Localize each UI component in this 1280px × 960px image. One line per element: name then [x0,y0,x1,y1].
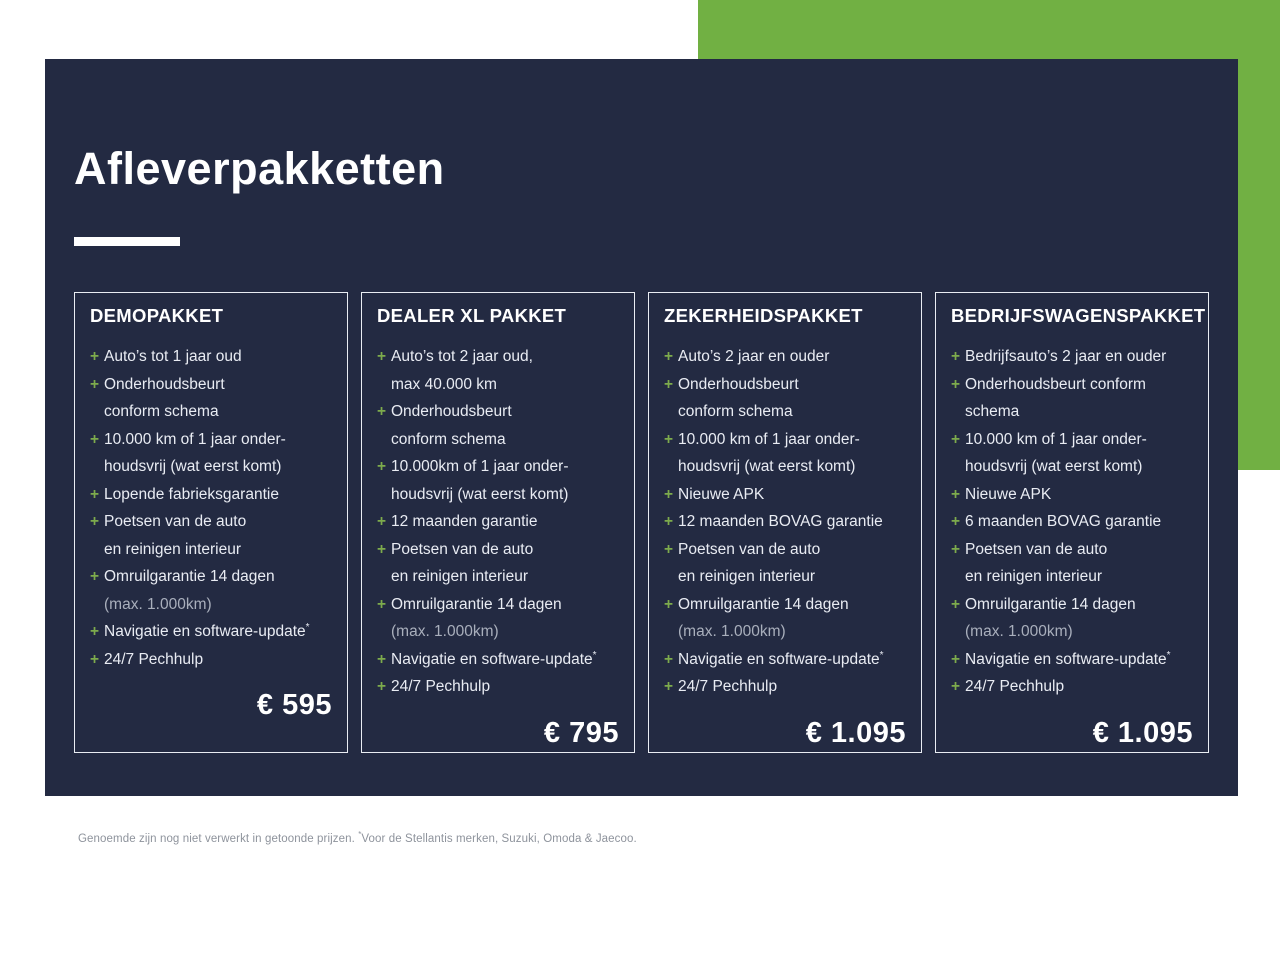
feature-item [90,618,332,646]
feature-text [104,343,332,371]
feature-text [104,481,332,509]
feature-line: Nieuwe APK [965,485,1052,503]
plus-icon: + [377,403,387,420]
feature-list [377,343,619,701]
plus-icon: + [377,348,387,365]
package-title: DEALER XL PAKKET [377,305,567,326]
plus-icon: + [951,485,961,503]
feature-item [377,453,619,508]
feature-text [678,591,906,646]
plus-icon: + [90,650,100,668]
feature-item [664,508,906,536]
feature-line: Onderhoudsbeurt [391,403,512,420]
plus-icon: + [951,513,961,530]
feature-item [377,673,619,701]
feature-text [391,646,619,674]
feature-line: houdsvrij (wat eerst komt) [391,485,569,503]
plus-icon: + [664,348,674,365]
feature-item [951,673,1193,701]
feature-text [391,398,619,453]
feature-line: 12 maanden garantie [391,513,538,530]
feature-item [951,646,1193,674]
feature-list [664,343,906,701]
feature-text [391,536,619,591]
feature-item [377,508,619,536]
feature-item [90,646,332,674]
feature-text [678,371,906,426]
feature-text [965,371,1193,426]
feature-line: 10.000 km of 1 jaar onder- [965,430,1147,448]
feature-text [104,508,332,563]
plus-icon: + [377,595,387,613]
package-price: € 595 [256,689,332,721]
feature-line: Poetsen van de auto [965,540,1108,558]
feature-text [965,343,1193,371]
plus-icon: + [664,678,674,695]
feature-line: 10.000 km of 1 jaar onder- [104,430,286,448]
feature-line: Poetsen van de auto [678,540,821,558]
plus-icon: + [951,348,961,365]
feature-item [951,536,1193,591]
feature-item [90,343,332,371]
feature-text [104,563,332,618]
feature-line: 10.000 km of 1 jaar onder- [678,430,860,448]
feature-line: en reinigen interieur [104,540,242,558]
feature-line: Auto’s 2 jaar en ouder [678,348,830,365]
feature-line: 6 maanden BOVAG garantie [965,513,1162,530]
package-card [648,292,922,753]
feature-line: Navigatie en software-update* [678,649,884,668]
feature-item [90,563,332,618]
feature-item [951,508,1193,536]
feature-line: Onderhoudsbeurt [678,375,799,393]
feature-line: schema [965,403,1020,420]
plus-icon: + [90,375,100,393]
plus-icon: + [90,513,100,530]
package-card [361,292,635,753]
feature-text [104,618,332,646]
footnote-asterisk: * [358,829,362,839]
plus-icon: + [377,540,387,558]
feature-line: Omruilgarantie 14 dagen [965,595,1136,613]
package-price: € 795 [543,716,619,749]
feature-line: Auto’s tot 1 jaar oud [104,348,242,365]
feature-text [678,536,906,591]
feature-text [678,508,906,536]
footnote-part1: Genoemde zijn nog niet verwerkt in getoonde prijzen. [78,832,359,845]
plus-icon: + [664,430,674,448]
feature-line: conform schema [391,430,506,448]
feature-text [965,508,1193,536]
plus-icon: + [664,485,674,503]
title-underline [74,237,180,246]
feature-line: (max. 1.000km) [104,595,212,613]
feature-text [678,646,906,674]
feature-item [664,646,906,674]
plus-icon: + [664,513,674,530]
feature-list [90,343,332,673]
plus-icon: + [664,650,674,668]
plus-icon: + [664,595,674,613]
plus-icon: + [377,458,387,475]
feature-line: (max. 1.000km) [965,623,1073,640]
feature-item [377,646,619,674]
feature-line: (max. 1.000km) [391,623,499,640]
feature-item [377,591,619,646]
feature-text [391,673,619,701]
plus-icon: + [90,430,100,448]
feature-line: 24/7 Pechhulp [391,678,491,695]
feature-text [965,426,1193,481]
feature-line: max 40.000 km [391,375,497,393]
feature-line: en reinigen interieur [678,568,816,585]
feature-text [678,343,906,371]
feature-text [391,453,619,508]
feature-item [951,343,1193,371]
feature-text [965,591,1193,646]
feature-line: Nieuwe APK [678,485,765,503]
feature-line: Navigatie en software-update* [391,649,597,668]
feature-text [965,673,1193,701]
feature-item [951,591,1193,646]
feature-line: 10.000km of 1 jaar onder- [391,458,569,475]
feature-item [90,371,332,426]
feature-text [678,481,906,509]
feature-text [391,343,619,398]
feature-item [951,371,1193,426]
feature-item [951,426,1193,481]
feature-text [678,426,906,481]
feature-list [951,343,1193,701]
feature-line: Navigatie en software-update* [104,621,310,640]
plus-icon: + [664,375,674,393]
feature-line: en reinigen interieur [391,568,529,585]
feature-line: Omruilgarantie 14 dagen [391,595,562,613]
feature-item [664,426,906,481]
plus-icon: + [951,595,961,613]
feature-line: Bedrijfsauto’s 2 jaar en ouder [965,348,1167,365]
plus-icon: + [664,540,674,558]
feature-text [678,673,906,701]
feature-text [104,426,332,481]
feature-line: Lopende fabrieksgarantie [104,485,279,503]
plus-icon: + [951,678,961,695]
feature-text [965,646,1193,674]
plus-icon: + [951,650,961,668]
feature-text [104,371,332,426]
feature-line: Poetsen van de auto [104,513,247,530]
package-price: € 1.095 [805,716,906,749]
feature-item [377,398,619,453]
feature-line: 24/7 Pechhulp [678,678,778,695]
feature-line: 24/7 Pechhulp [104,650,204,668]
plus-icon: + [377,678,387,695]
plus-icon: + [951,375,961,393]
feature-text [965,481,1193,509]
feature-item [664,673,906,701]
feature-line: Auto’s tot 2 jaar oud, [391,348,533,365]
feature-line: en reinigen interieur [965,568,1103,585]
feature-item [664,371,906,426]
package-card [935,292,1209,753]
feature-text [391,591,619,646]
feature-line: Onderhoudsbeurt conform [965,375,1146,393]
feature-item [377,536,619,591]
plus-icon: + [90,485,100,503]
feature-item [90,508,332,563]
feature-item [664,481,906,509]
plus-icon: + [90,348,100,365]
feature-item [951,481,1193,509]
plus-icon: + [951,540,961,558]
feature-line: houdsvrij (wat eerst komt) [104,458,282,475]
package-card [74,292,348,753]
package-price: € 1.095 [1092,716,1193,749]
feature-line: conform schema [104,403,219,420]
feature-line: 24/7 Pechhulp [965,678,1065,695]
feature-line: Omruilgarantie 14 dagen [678,595,849,613]
plus-icon: + [951,430,961,448]
package-title: DEMOPAKKET [90,305,224,326]
plus-icon: + [90,623,100,640]
package-title: BEDRIJFSWAGENSPAKKET [951,305,1206,326]
plus-icon: + [90,568,100,585]
feature-line: 12 maanden BOVAG garantie [678,513,883,530]
feature-line: conform schema [678,403,793,420]
feature-line: houdsvrij (wat eerst komt) [678,458,856,475]
page-title: Afleverpakketten [74,143,445,194]
feature-text [965,536,1193,591]
feature-line: Poetsen van de auto [391,540,534,558]
feature-item [664,591,906,646]
plus-icon: + [377,513,387,530]
feature-item [90,481,332,509]
feature-line: (max. 1.000km) [678,623,786,640]
feature-item [377,343,619,398]
feature-text [391,508,619,536]
footnote-part2: Voor de Stellantis merken, Suzuki, Omoda & Jaecoo. [361,832,637,845]
feature-text [104,646,332,674]
footnote [78,829,637,845]
feature-line: houdsvrij (wat eerst komt) [965,458,1143,475]
feature-item [664,536,906,591]
package-cards [74,292,1209,753]
feature-item [664,343,906,371]
feature-line: Onderhoudsbeurt [104,375,225,393]
feature-line: Navigatie en software-update* [965,649,1171,668]
package-title: ZEKERHEIDSPAKKET [664,305,863,326]
feature-line: Omruilgarantie 14 dagen [104,568,275,585]
plus-icon: + [377,650,387,668]
feature-item [90,426,332,481]
